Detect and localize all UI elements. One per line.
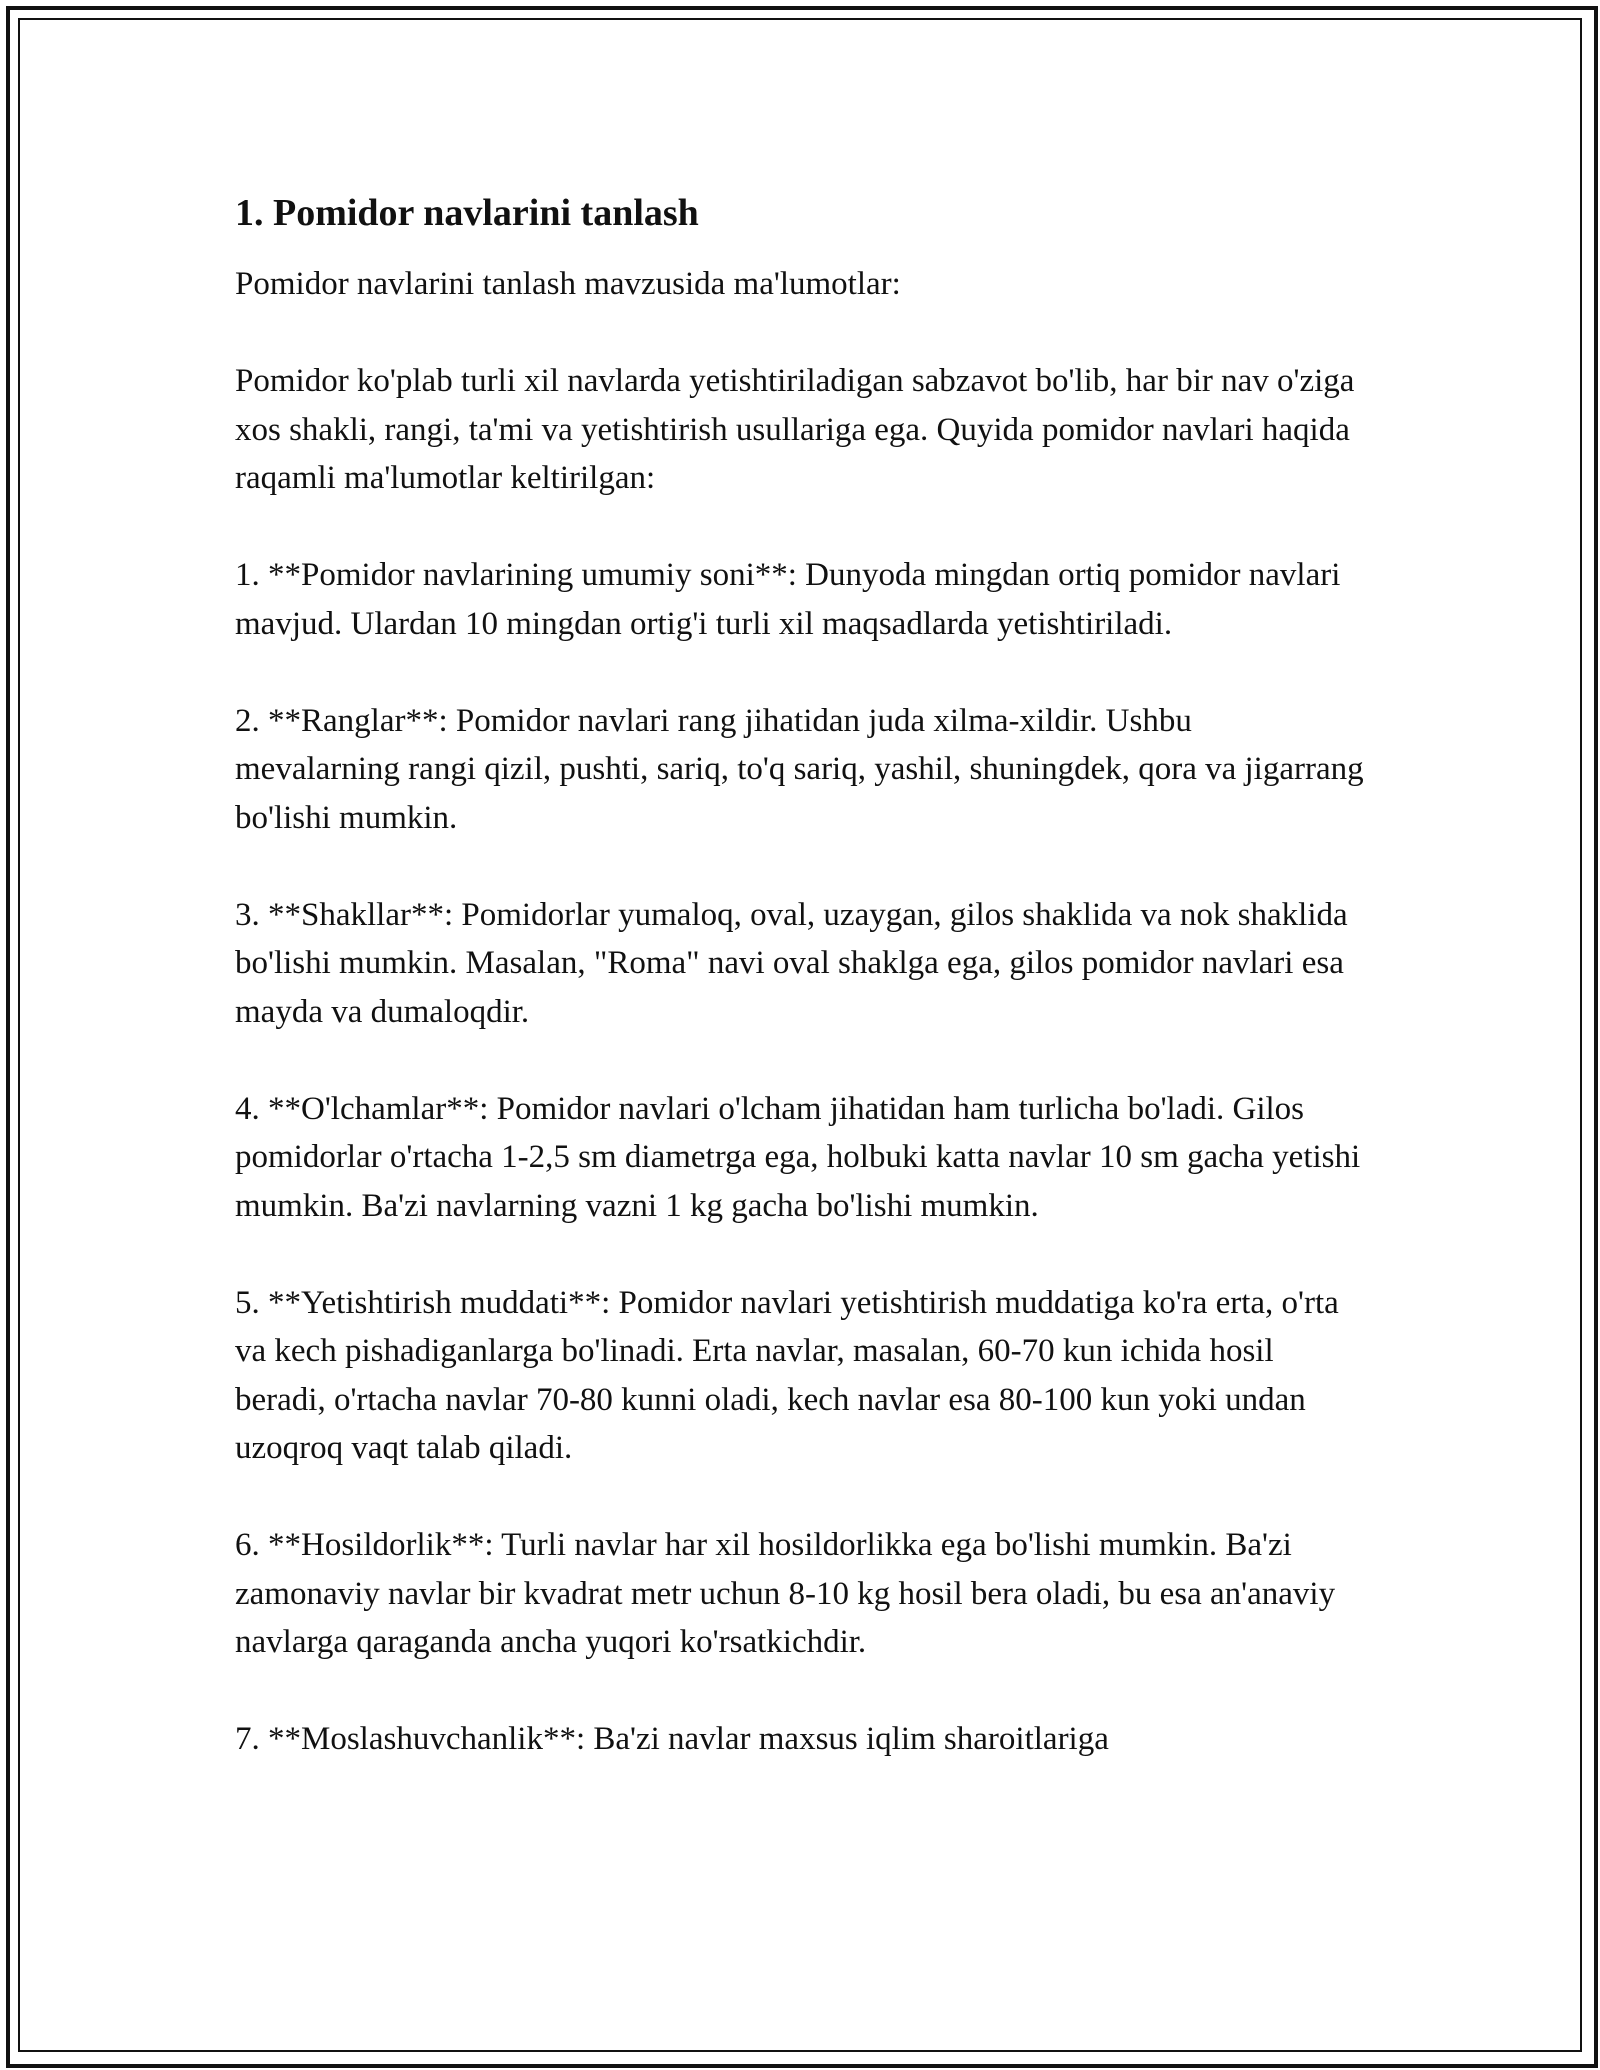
list-item-sizes: 4. **O'lchamlar**: Pomidor navlari o'lcham jihatidan ham turlicha bo'ladi. Gilos pomidorlar o'rtacha 1-2,5 sm diametrga ega, holbuki katta navlar 10 sm gacha yetishi mumkin. Ba'zi navlarning vazni 1 kg gacha bo'lishi mumkin. (235, 1090, 1361, 1224)
list-item-adaptability: 7. **Moslashuvchanlik**: Ba'zi navlar maxsus iqlim sharoitlariga (235, 1721, 1109, 1757)
list-item-growing-period: 5. **Yetishtirish muddati**: Pomidor navlari yetishtirish muddatiga ko'ra erta, o'rta va kech pishadiganlarga bo'linadi. Erta navlar, masalan, 60-70 kun ichida hosil beradi, o'rtacha navlar 70-80 kunni oladi, kech navlar esa 80-100 kun yoki undan uzoqroq vaqt talab qiladi. (235, 1284, 1339, 1466)
document-body (235, 188, 1365, 1812)
list-item-yield: 6. **Hosildorlik**: Turli navlar har xil hosildorlikka ega bo'lishi mumkin. Ba'zi zamonaviy navlar bir kvadrat metr uchun 8-10 kg hosil bera oladi, bu esa an'anaviy navlarga qaraganda ancha yuqori ko'rsatkichdir. (235, 1527, 1336, 1660)
document-title: 1. Pomidor navlarini tanlash (235, 192, 699, 234)
list-item-colors: 2. **Ranglar**: Pomidor navlari rang jihatidan juda xilma-xildir. Ushbu mevalarning rangi qizil, pushti, sariq, to'q sariq, yashil, shuningdek, qora va jigarrang bo'lishi mumkin. (235, 702, 1364, 836)
list-item-total-varieties: 1. **Pomidor navlarining umumiy soni**: Dunyoda mingdan ortiq pomidor navlari mavjud. Ulardan 10 mingdan ortig'i turli xil maqsadlarda yetishtiriladi. (235, 557, 1341, 642)
intro-paragraph: Pomidor navlarini tanlash mavzusida ma'lumotlar: (235, 266, 901, 302)
list-item-shapes: 3. **Shakllar**: Pomidorlar yumaloq, oval, uzaygan, gilos shaklida va nok shaklida bo'lishi mumkin. Masalan, "Roma" navi oval shaklga ega, gilos pomidor navlari esa mayda va dumaloqdir. (235, 896, 1348, 1030)
overview-paragraph: Pomidor ko'plab turli xil navlarda yetishtiriladigan sabzavot bo'lib, har bir nav o'ziga xos shakli, rangi, ta'mi va yetishtirish usullariga ega. Quyida pomidor navlari haqida raqamli ma'lumotlar keltirilgan: (235, 363, 1355, 496)
